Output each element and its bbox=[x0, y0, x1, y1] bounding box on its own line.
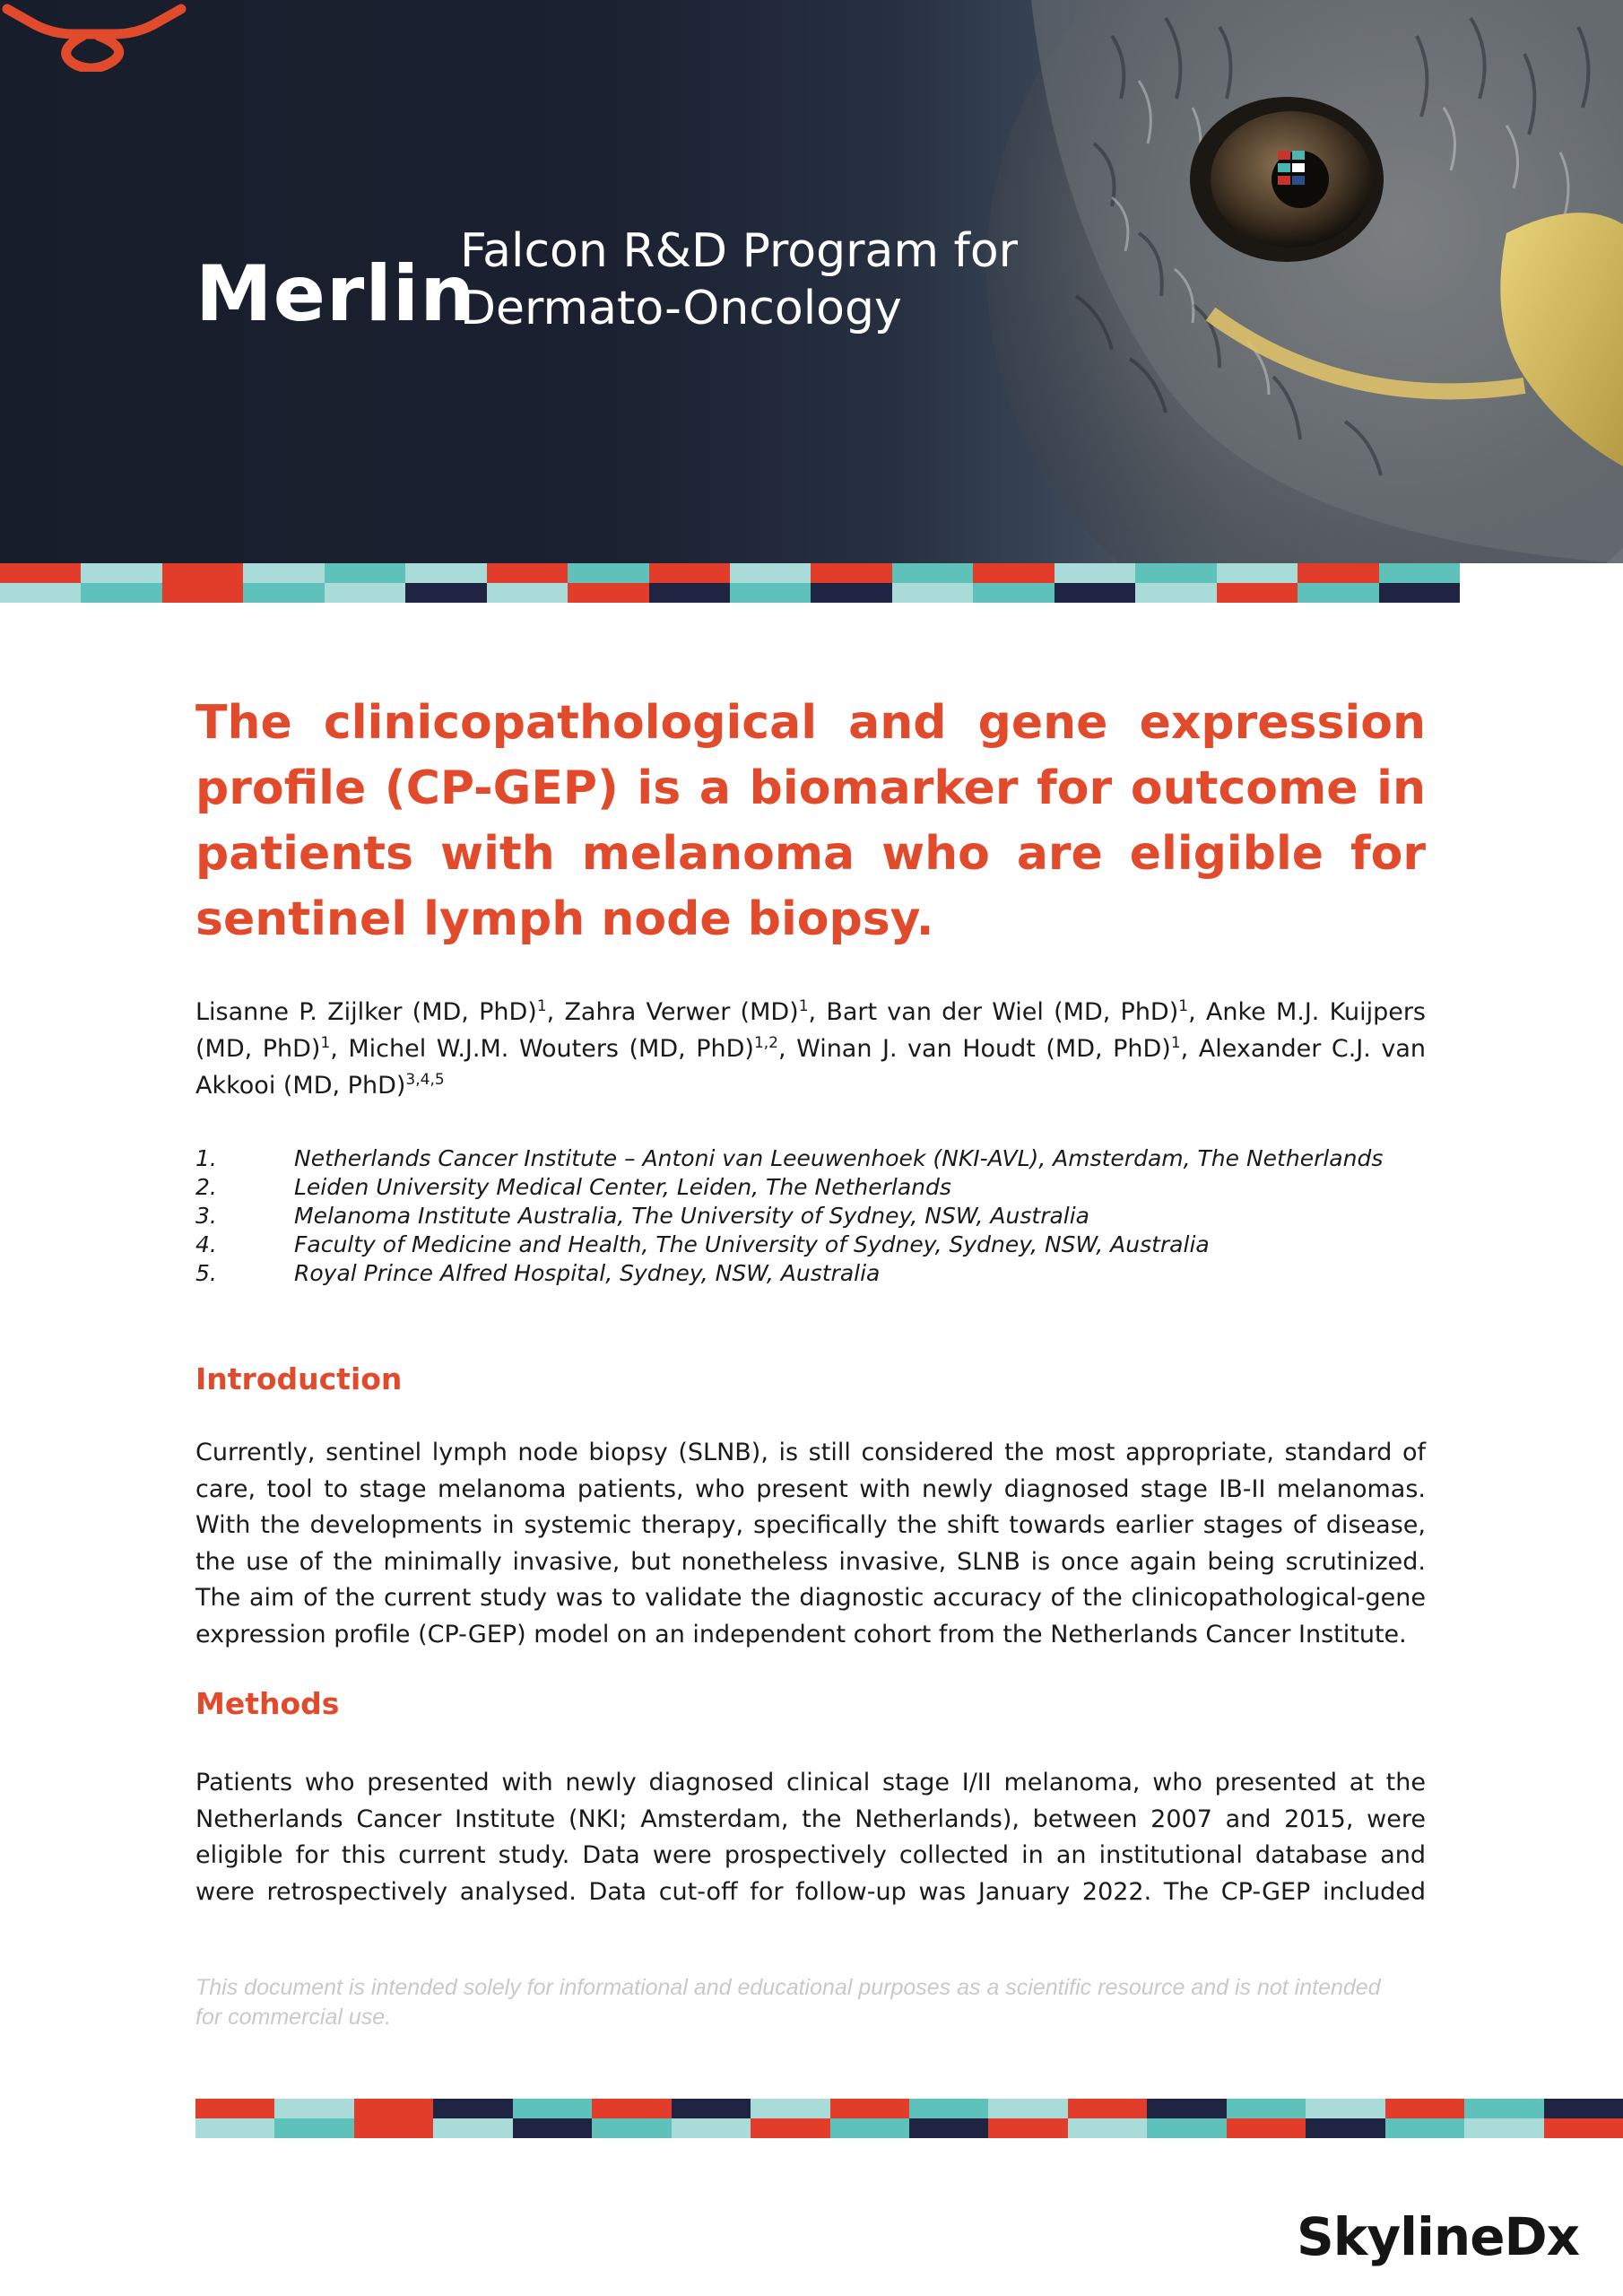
pattern-cell bbox=[909, 2099, 988, 2118]
pattern-cell bbox=[487, 583, 568, 603]
pattern-cell bbox=[354, 2118, 433, 2138]
pattern-cell bbox=[1055, 563, 1135, 583]
pattern-cell bbox=[243, 583, 324, 603]
program-title-line-2: Dermato-Oncology bbox=[460, 282, 902, 335]
pattern-cell bbox=[0, 583, 81, 603]
pattern-cell bbox=[592, 2118, 671, 2138]
affiliation-list bbox=[195, 1144, 1451, 1288]
author-name: Michel W.J.M. Wouters (MD, PhD) bbox=[348, 1035, 754, 1063]
pattern-cell bbox=[195, 2099, 274, 2118]
author-affiliation-sup: 1 bbox=[320, 1034, 331, 1052]
author-affiliation-sup: 1,2 bbox=[753, 1034, 778, 1052]
pattern-cell bbox=[162, 563, 243, 583]
affiliation-number: 4. bbox=[195, 1231, 217, 1257]
affiliation-number: 5. bbox=[195, 1260, 217, 1286]
pattern-cell bbox=[988, 2099, 1067, 2118]
pattern-cell bbox=[405, 563, 486, 583]
pattern-cell bbox=[1298, 563, 1378, 583]
pattern-cell bbox=[162, 583, 243, 603]
pattern-cell bbox=[892, 583, 973, 603]
pattern-cell bbox=[325, 583, 405, 603]
pattern-cell bbox=[1147, 2118, 1226, 2138]
author-name: Alexander C.J. van Akkooi (MD, PhD) bbox=[195, 1035, 1426, 1100]
pattern-cell bbox=[649, 583, 730, 603]
affiliation-item bbox=[195, 1202, 1451, 1231]
pattern-cell bbox=[909, 2118, 988, 2138]
pattern-cell bbox=[1306, 2099, 1384, 2118]
pattern-cell bbox=[730, 563, 811, 583]
pattern-cell bbox=[892, 563, 973, 583]
pattern-strip-top bbox=[0, 563, 1460, 603]
affiliation-text: Melanoma Institute Australia, The University of Sydney, NSW, Australia bbox=[294, 1203, 1089, 1229]
author-affiliation-sup: 1 bbox=[1178, 997, 1189, 1015]
affiliation-item bbox=[195, 1259, 1451, 1288]
pattern-cell bbox=[649, 563, 730, 583]
pattern-cell bbox=[672, 2118, 751, 2138]
affiliation-item bbox=[195, 1231, 1451, 1259]
affiliation-number: 3. bbox=[195, 1203, 217, 1229]
program-title-line-1: Falcon R&D Program for bbox=[460, 224, 1019, 278]
pattern-cell bbox=[592, 2099, 671, 2118]
author-list: Lisanne P. Zijlker (MD, PhD)$^1$, Zahra Verwer (MD)$^1$, Bart van der Wiel (MD, PhD)$^1$, Anke M.J. Kuijpers (MD, PhD)$^1$, Michel W.J.M. Wouters (MD, PhD)$^{1,2}$, Winan J. van Houdt (MD, PhD)$^1$, Alexander C.J. van Akkooi (MD, PhD)$^{3,4,5}$ bbox=[195, 997, 1426, 1100]
author-affiliation-sup: 1 bbox=[798, 997, 809, 1015]
author-affiliation-sup: 1 bbox=[536, 997, 547, 1015]
pattern-cell bbox=[243, 563, 324, 583]
pattern-cell bbox=[1306, 2118, 1384, 2138]
author-name: Bart van der Wiel (MD, PhD) bbox=[826, 998, 1179, 1026]
pattern-strip-bottom bbox=[195, 2099, 1623, 2138]
introduction-text: Currently, sentinel lymph node biopsy (SLNB), is still considered the most appropriate, standard of care, tool to stage melanoma patients, who present with newly diagnosed stage IB-II melanomas. With the developments in systemic therapy, specifically the shift towards earlier stages of disease, the use of the minimally invasive, but nonetheless invasive, SLNB is once again being scrutinized. The aim of the current study was to validate the diagnostic accuracy of the clinicopathological-gene expression profile (CP-GEP) model on an independent cohort from the Netherlands Cancer Institute. bbox=[195, 1439, 1426, 1648]
pattern-cell bbox=[730, 583, 811, 603]
pattern-cell bbox=[1217, 563, 1298, 583]
pattern-cell bbox=[1217, 583, 1298, 603]
pattern-cell bbox=[1068, 2099, 1147, 2118]
skylinedx-logo: SkylineDx bbox=[1297, 2206, 1580, 2267]
pattern-cell bbox=[1379, 583, 1460, 603]
pattern-cell bbox=[81, 563, 161, 583]
pattern-cell bbox=[487, 563, 568, 583]
pattern-cell bbox=[1147, 2099, 1226, 2118]
methods-heading: Methods bbox=[195, 1686, 340, 1721]
affiliation-text: Faculty of Medicine and Health, The University of Sydney, Sydney, NSW, Australia bbox=[294, 1231, 1210, 1257]
author-name: Anke M.J. Kuijpers (MD, PhD) bbox=[195, 998, 1426, 1063]
pattern-cell bbox=[513, 2099, 592, 2118]
pattern-cell bbox=[568, 583, 648, 603]
merlin-logo-icon bbox=[0, 0, 188, 72]
pattern-cell bbox=[973, 563, 1054, 583]
pattern-cell bbox=[1298, 583, 1378, 603]
pattern-cell bbox=[81, 583, 161, 603]
pattern-cell bbox=[1464, 2099, 1543, 2118]
author-affiliation-sup: 1 bbox=[1170, 1034, 1181, 1052]
pattern-cell bbox=[274, 2099, 353, 2118]
pattern-cell bbox=[1227, 2099, 1306, 2118]
pattern-cell bbox=[325, 563, 405, 583]
pattern-cell bbox=[751, 2099, 829, 2118]
affiliation-text: Leiden University Medical Center, Leiden, The Netherlands bbox=[294, 1174, 951, 1200]
pattern-cell bbox=[433, 2118, 512, 2138]
pattern-cell bbox=[973, 583, 1054, 603]
introduction-heading: Introduction bbox=[195, 1361, 403, 1396]
disclaimer-text: This document is intended solely for informational and educational purposes as a scientific resource and is not intended for commercial use. bbox=[195, 1975, 1381, 2030]
pattern-cell bbox=[1385, 2099, 1464, 2118]
pattern-cell bbox=[274, 2118, 353, 2138]
header-banner bbox=[0, 0, 1623, 563]
affiliation-item bbox=[195, 1144, 1451, 1173]
pattern-cell bbox=[830, 2099, 909, 2118]
merlin-brand: Merlin bbox=[195, 249, 476, 339]
pattern-cell bbox=[1385, 2118, 1464, 2138]
pattern-cell bbox=[405, 583, 486, 603]
author-name: Winan J. van Houdt (MD, PhD) bbox=[796, 1035, 1171, 1063]
pattern-cell bbox=[0, 563, 81, 583]
pattern-cell bbox=[1544, 2099, 1623, 2118]
methods-text: Patients who presented with newly diagnosed clinical stage I/II melanoma, who presented at the Netherlands Cancer Institute (NKI; Amsterdam, the Netherlands), between 2007 and 2015, were eligible for this current study. Data were prospectively collected in an institutional database and were retrospectively analysed. Data cut-off for follow-up was January 2022. The CP-GEP included bbox=[195, 1769, 1426, 1906]
pattern-cell bbox=[1464, 2118, 1543, 2138]
author-name: Lisanne P. Zijlker (MD, PhD) bbox=[195, 998, 537, 1026]
pattern-cell bbox=[1135, 583, 1216, 603]
pattern-cell bbox=[1544, 2118, 1623, 2138]
affiliation-number: 1. bbox=[195, 1145, 217, 1171]
pattern-cell bbox=[1379, 563, 1460, 583]
pattern-cell bbox=[811, 563, 891, 583]
affiliation-item bbox=[195, 1173, 1451, 1202]
pattern-cell bbox=[751, 2118, 829, 2138]
affiliation-text: Netherlands Cancer Institute – Antoni van Leeuwenhoek (NKI-AVL), Amsterdam, The Netherlands bbox=[294, 1145, 1384, 1171]
pattern-cell bbox=[988, 2118, 1067, 2138]
pattern-cell bbox=[1227, 2118, 1306, 2138]
document-title: The clinicopathological and gene expression profile (CP-GEP) is a biomarker for outcome in patients with melanoma who are eligible for sentinel lymph node biopsy. bbox=[195, 696, 1426, 946]
pattern-cell bbox=[1068, 2118, 1147, 2138]
pattern-cell bbox=[354, 2099, 433, 2118]
pattern-cell bbox=[1055, 583, 1135, 603]
pattern-cell bbox=[811, 583, 891, 603]
author-name: Zahra Verwer (MD) bbox=[564, 998, 799, 1026]
program-title bbox=[460, 222, 1034, 337]
pattern-cell bbox=[568, 563, 648, 583]
author-affiliation-sup: 3,4,5 bbox=[405, 1071, 445, 1089]
affiliation-number: 2. bbox=[195, 1174, 217, 1200]
pattern-cell bbox=[672, 2099, 751, 2118]
pattern-cell bbox=[1135, 563, 1216, 583]
pattern-cell bbox=[513, 2118, 592, 2138]
pattern-cell bbox=[830, 2118, 909, 2138]
pattern-cell bbox=[195, 2118, 274, 2138]
pattern-cell bbox=[433, 2099, 512, 2118]
affiliation-text: Royal Prince Alfred Hospital, Sydney, NSW, Australia bbox=[294, 1260, 881, 1286]
